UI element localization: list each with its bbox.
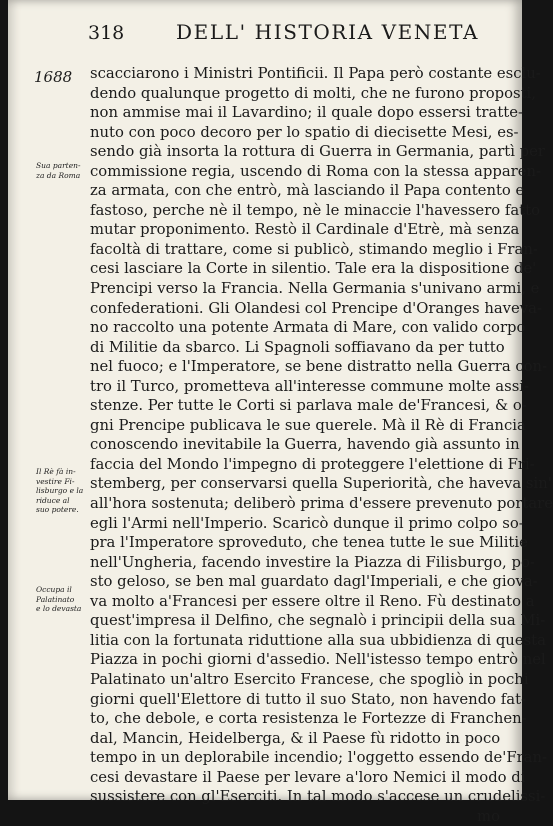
text-line: commissione regia, uscendo di Roma con la stessa apparen- — [90, 162, 542, 180]
margin-note-line: suo potere. — [36, 505, 79, 514]
margin-note-line: vestire Fi- — [36, 476, 75, 486]
book-page — [8, 0, 553, 825]
margin-note-line: e lo devasta — [36, 604, 82, 613]
text-line: Palatinato un'altro Esercito Francese, che spogliò in pochi — [90, 670, 529, 688]
text-line: nuto con poco decoro per lo spatio di diecisette Mesi, es- — [90, 123, 519, 141]
year-marker: 1688 — [34, 68, 73, 86]
text-line: facoltà di trattare, come si publicò, stimando meglio i Fran- — [90, 240, 538, 258]
margin-note-departure — [36, 161, 90, 180]
text-line: cesi lasciare la Corte in silentio. Tale era la dispositione de' — [90, 260, 537, 278]
text-line: Piazza in pochi giorni d'assedio. Nell'istesso tempo entrò nel — [90, 651, 546, 669]
text-line: nel fuoco; e l'Imperatore, se bene distratto nella Guerra con- — [90, 358, 548, 376]
text-line: mutar proponimento. Restò il Cardinale d'Etrè, mà senza — [90, 221, 520, 239]
text-line: to, che debole, e corta resistenza le Fortezze di Franchen- — [90, 710, 527, 728]
margin-note-line: riduce al — [36, 495, 70, 505]
text-line: scacciarono i Ministri Pontificii. Il Papa però costante esclu- — [90, 65, 541, 82]
text-line: pra l'Imperatore sproveduto, che tenea tutte le sue Militie — [90, 534, 528, 552]
text-line: no raccolto una potente Armata di Mare, con valido corpo — [90, 319, 526, 337]
margin-note-line: Palatinato — [36, 594, 75, 604]
text-line: faccia del Mondo l'impegno di proteggere l'elettione di Fri- — [90, 455, 535, 473]
text-line: Prencipi verso la Francia. Nella Germania s'univano armi, e — [90, 280, 540, 298]
text-line: all'hora sostenuta; deliberò prima d'essere prevenuto portare — [90, 495, 553, 513]
margin-note-palatinato — [36, 585, 90, 614]
text-line: egli l'Armi nell'Imperio. Scaricò dunque il primo colpo so- — [90, 514, 524, 532]
page-number: 318 — [88, 22, 125, 44]
catchword: mo — [477, 807, 500, 825]
text-line: confederationi. Gli Olandesi col Prencipe d'Oranges haveva- — [90, 299, 542, 317]
margin-note-line: lisburgo e la — [36, 486, 84, 495]
text-line: sto geloso, se ben mal guardato dagl'Imperiali, e che giova- — [90, 573, 538, 591]
text-line: fastoso, perche nè il tempo, nè le minaccie l'havessero fatto — [90, 201, 540, 219]
text-line: nell'Ungheria, facendo investire la Piazza di Filisburgo, po- — [90, 553, 535, 571]
text-line: giorni quell'Elettore di tutto il suo Stato, non havendo fat- — [90, 690, 527, 708]
text-line: dal, Mancin, Heidelberga, & il Paese fù ridotto in poco — [90, 729, 501, 747]
text-line: tro il Turco, prometteva all'interesse commune molte assi- — [90, 377, 530, 395]
text-line: stenze. Per tutte le Corti si parlava male de'Francesi, & o- — [90, 397, 527, 415]
text-line: sussistere con gl'Eserciti. In tal modo s'accese un crudelissi- — [90, 788, 546, 806]
margin-note-line: za da Roma — [36, 170, 81, 180]
text-line: di Militie da sbarco. Li Spagnoli soffiavano da per tutto — [90, 338, 505, 356]
body-text — [90, 64, 553, 826]
text-line: cesi devastare il Paese per levare a'loro Nemici il modo di — [90, 768, 526, 786]
text-line: quest'impresa il Delfino, che segnalò i principii della sua Mi- — [90, 612, 546, 630]
text-line: tempo in un deplorabile incendio; l'oggetto essendo de'Fran- — [90, 749, 548, 767]
margin-note-line: Sua parten- — [36, 161, 81, 170]
text-line: va molto a'Francesi per essere oltre il Reno. Fù destinato a — [90, 592, 535, 610]
text-line: dendo qualunque progetto di molti, che ne furono proposti, — [90, 84, 536, 102]
running-head: DELL' HISTORIA VENETA — [176, 20, 480, 44]
text-line: non ammise mai il Lavardino; il quale dopo essersi tratte- — [90, 104, 523, 122]
text-line: conoscendo inevitabile la Guerra, havendo già assunto in — [90, 436, 520, 454]
text-line: litia con la fortunata riduttione alla sua ubbidienza di questa — [90, 631, 546, 649]
margin-note-filisburgo — [36, 467, 90, 515]
margin-note-line: Occupa il — [36, 585, 72, 594]
margin-note-line: Il Rè fà in- — [36, 467, 76, 476]
text-line: za armata, con che entrò, mà lasciando il Papa contento e — [90, 182, 525, 200]
text-line: sendo già insorta la rottura di Guerra in Germania, partì per — [90, 143, 545, 161]
text-line: stemberg, per conservarsi quella Superiorità, che haveva sin' — [90, 475, 552, 493]
text-line: gni Prencipe publicava le sue querele. Mà il Rè di Francia — [90, 416, 526, 434]
